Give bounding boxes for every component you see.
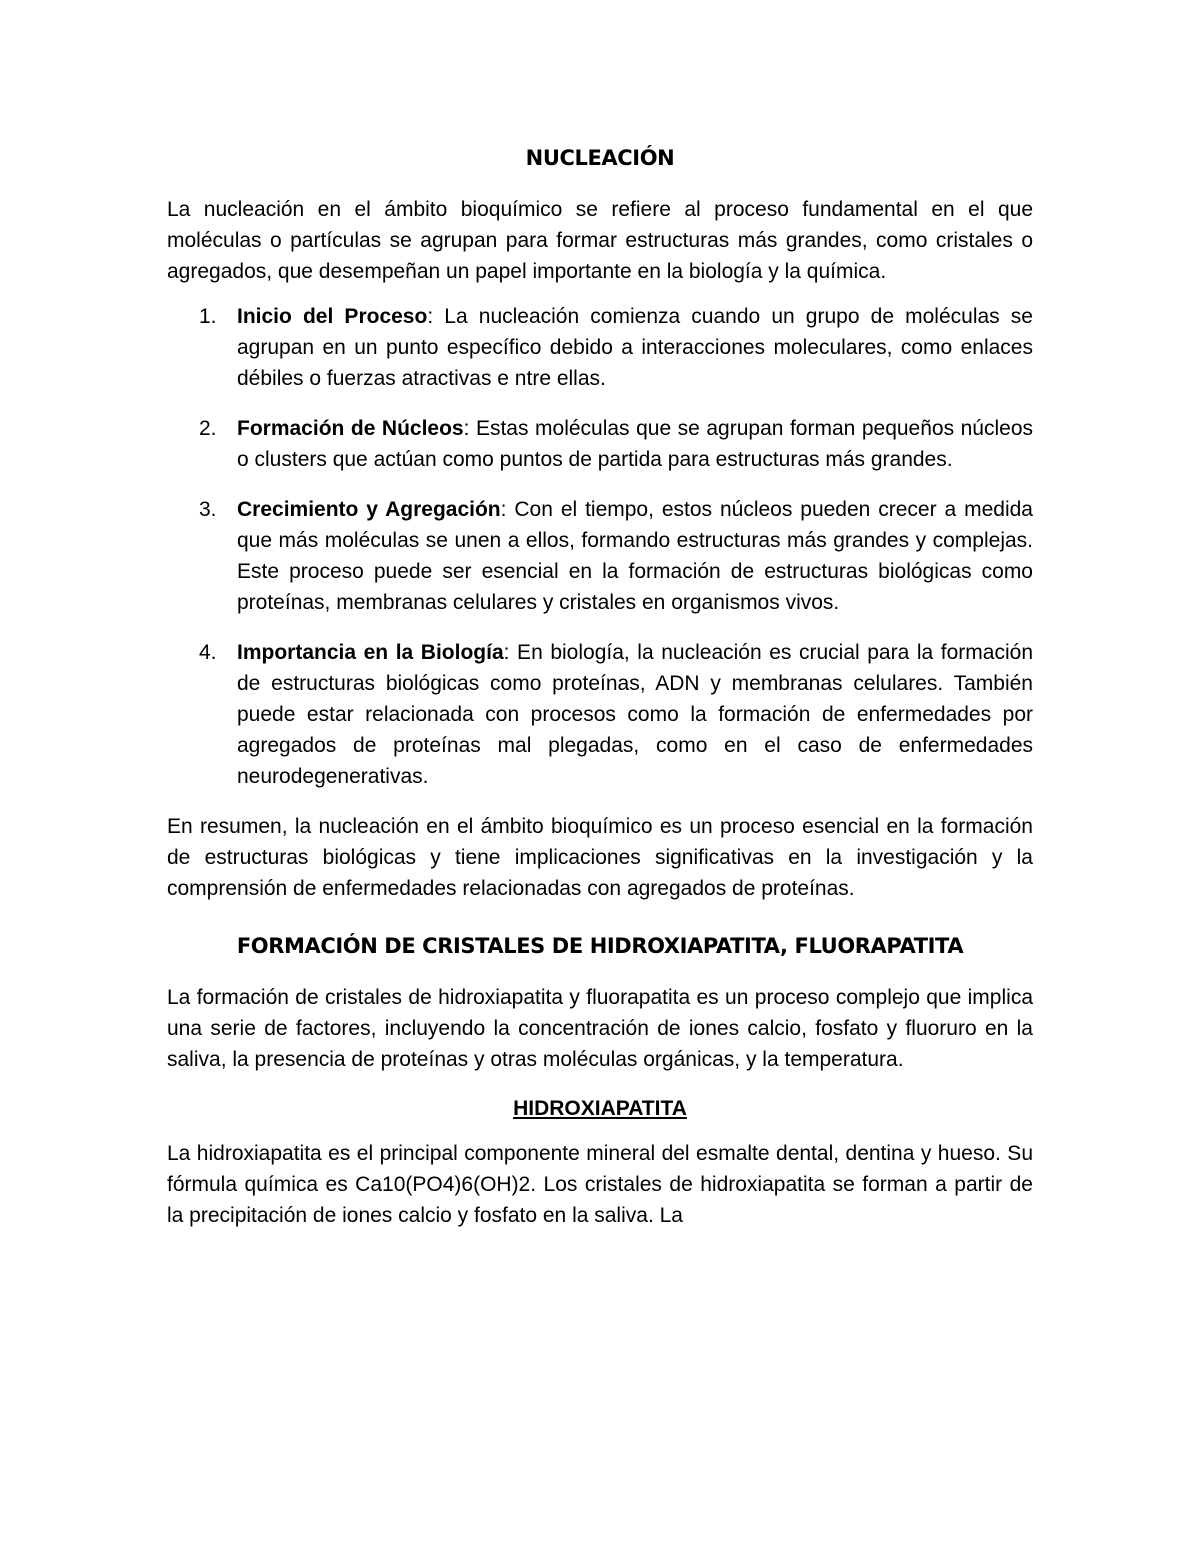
list-item-term: Crecimiento y Agregación bbox=[237, 498, 501, 521]
list-item-number: 4. bbox=[199, 641, 217, 664]
list-item-term: Inicio del Proceso bbox=[237, 305, 428, 328]
list-item-text: : En biología, la nucleación es crucial para la formación de estructuras biológicas como proteínas, ADN y membranas celulares. También puede estar relacionada con procesos como la formación de enfermedades por agregados de proteínas mal plegadas, como en el caso de enfermedades neurodegenerativas. bbox=[237, 641, 1033, 788]
summary-paragraph: En resumen, la nucleación en el ámbito bioquímico es un proceso esencial en la formación de estructuras biológicas y tiene implicaciones significativas en la investigación y la comprensión de enfermedades relacionadas con agregados de proteínas. bbox=[167, 815, 1033, 900]
list-item-term: Importancia en la Biología bbox=[237, 641, 504, 664]
list-item bbox=[167, 413, 1033, 475]
section-intro-paragraph: La formación de cristales de hidroxiapatita y fluorapatita es un proceso complejo que implica una serie de factores, incluyendo la concentración de iones calcio, fosfato y fluoruro en la saliva, la presencia de proteínas y otras moléculas orgánicas, y la temperatura. bbox=[167, 986, 1033, 1071]
document-page bbox=[167, 140, 1033, 1245]
list-item-text: : Estas moléculas que se agrupan forman pequeños núcleos o clusters que actúan como puntos de partida para estructuras más grandes. bbox=[237, 417, 1033, 471]
numbered-list bbox=[167, 301, 1033, 792]
section-title: FORMACIÓN DE CRISTALES DE HIDROXIAPATITA, FLUORAPATITA bbox=[236, 934, 964, 958]
list-item-text: : Con el tiempo, estos núcleos pueden crecer a medida que más moléculas se unen a ellos, formando estructuras más grandes y complejas. Este proceso puede ser esencial en la formación de estructuras biológicas como proteínas, membranas celulares y cristales en organismos vivos. bbox=[237, 498, 1033, 614]
list-item-number: 1. bbox=[199, 305, 217, 328]
intro-paragraph: La nucleación en el ámbito bioquímico se refiere al proceso fundamental en el que moléculas o partículas se agrupan para formar estructuras más grandes, como cristales o agregados, que desempeñan un papel importante en la biología y la química. bbox=[167, 198, 1033, 283]
list-item-number: 3. bbox=[199, 498, 217, 521]
list-item-number: 2. bbox=[199, 417, 217, 440]
subsection-title: HIDROXIAPATITA bbox=[513, 1097, 687, 1120]
page-title: NUCLEACIÓN bbox=[525, 146, 675, 170]
list-item-text: : La nucleación comienza cuando un grupo de moléculas se agrupan en un punto específico debido a interacciones moleculares, como enlaces débiles o fuerzas atractivas e ntre ellas. bbox=[237, 305, 1033, 390]
list-item bbox=[167, 637, 1033, 792]
list-item-term: Formación de Núcleos bbox=[237, 417, 464, 440]
subsection-body-paragraph: La hidroxiapatita es el principal componente mineral del esmalte dental, dentina y hueso. Su fórmula química es Ca10(PO4)6(OH)2. Los cristales de hidroxiapatita se forman a partir de la precipitación de iones calcio y fosfato en la saliva. La bbox=[167, 1142, 1033, 1227]
list-item bbox=[167, 494, 1033, 618]
list-item bbox=[167, 301, 1033, 394]
